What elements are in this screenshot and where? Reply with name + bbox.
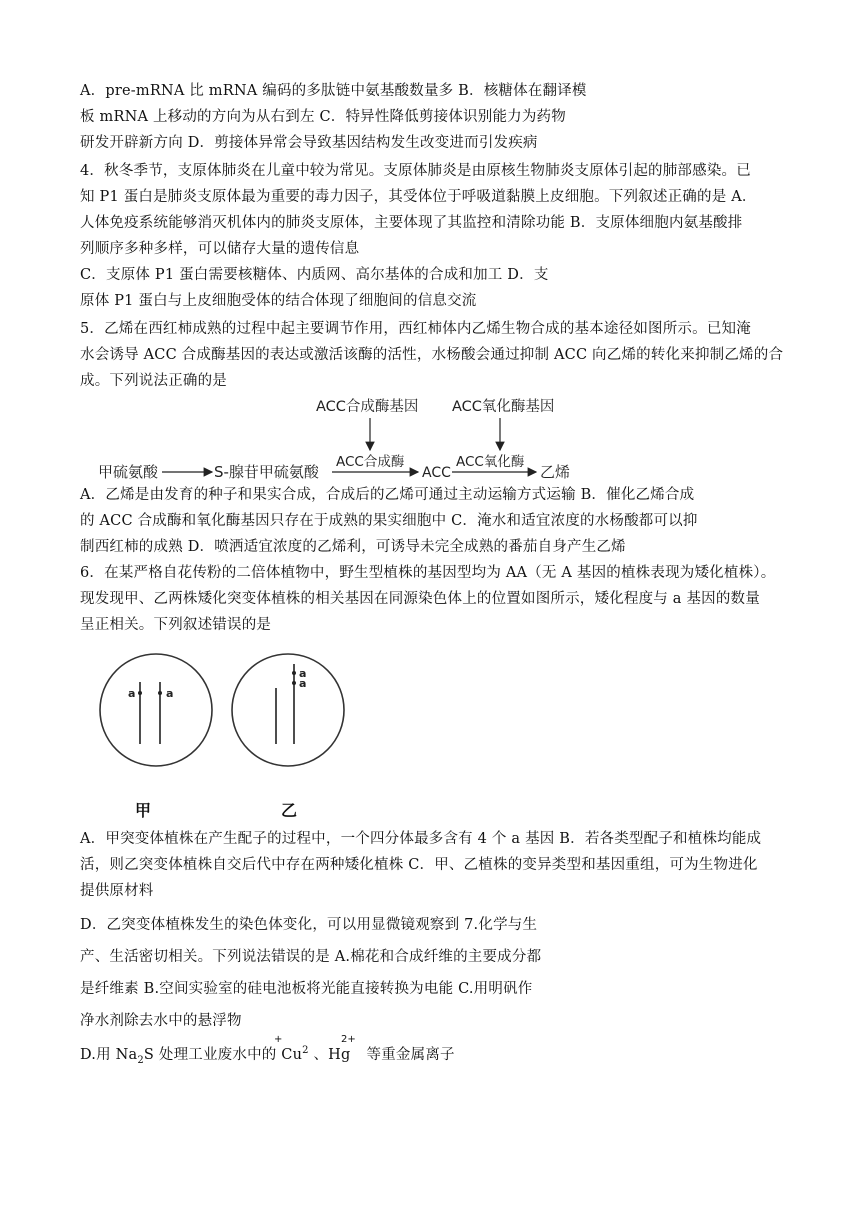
jia-gene-dot-left [138,691,142,695]
q5-option-line-3: 制西红柿的成熟 D．喷洒适宜浓度的乙烯利，可诱导未完全成熟的番茄自身产生乙烯 [80,539,626,555]
q5-line-3: 成。下列说法正确的是 [80,373,227,389]
q5-line-1: 5．乙烯在西红柿成熟的过程中起主要调节作用，西红柿体内乙烯生物合成的基本途径如图所示。已知淹 [80,321,751,337]
q4-line-6: 原体 P1 蛋白与上皮细胞受体的结合体现了细胞间的信息交流 [80,293,477,309]
yi-gene-label-1: a [299,667,307,680]
chromosome-figure [90,652,350,788]
q7-d-cu-charge-num: 2 [302,1045,309,1056]
q4-line-3: 人体免疫系统能够消灭机体内的肺炎支原体，主要体现了其监控和清除功能 B．支原体细胞内氨基酸排 [80,215,743,231]
q7-d-suffix: 等重金属离子 [366,1047,455,1063]
q7-cu-charge-sign: + [274,1034,283,1045]
yi-gene-dot-2 [292,681,296,685]
yi-gene-dot-1 [292,671,296,675]
q3-line-3: 研发开辟新方向 D．剪接体异常会导致基因结构发生改变进而引发疾病 [80,135,538,151]
q5-line-2: 水会诱导 ACC 合成酶基因的表达或激活该酶的活性，水杨酸会通过抑制 ACC 向乙烯的转化来抑制乙烯的合 [80,347,784,363]
ethylene-label: 乙烯 [540,463,571,481]
q3-line-2: 板 mRNA 上移动的方向为从右到左 C．特异性降低剪接体识别能力为药物 [80,109,566,125]
q4-line-2: 知 P1 蛋白是肺炎支原体最为重要的毒力因子，其受体位于呼吸道黏膜上皮细胞。下列叙述正确的是 A． [80,189,757,205]
q6-line-2: 现发现甲、乙两株矮化突变体植株的相关基因在同源染色体上的位置如图所示，矮化程度与 a 基因的数量 [80,591,760,607]
q4-line-5: C．支原体 P1 蛋白需要核糖体、内质网、高尔基体的合成和加工 D．支 [80,267,549,283]
cell-label-yi: 乙 [281,801,298,820]
acc-oxidase-label: ACC氧化酶 [456,454,525,470]
q6-option-line-1: A．甲突变体植株在产生配子的过程中，一个四分体最多含有 4 个 a 基因 B．若各类型配子和植株均能成 [80,831,762,847]
cell-yi [232,654,344,766]
cell-jia [100,654,212,766]
q6-option-line-3: 提供原材料 [80,883,154,899]
q5-option-line-1: A．乙烯是由发育的种子和果实合成，合成后的乙烯可通过主动运输方式运输 B．催化乙烯合成 [80,487,695,503]
q7-hg-charge: 2+ [341,1034,356,1045]
ethylene-pathway-diagram [90,392,610,488]
q7-option-d [80,1044,455,1068]
jia-gene-dot-right [158,691,162,695]
q6-line-3: 呈正相关。下列叙述错误的是 [80,617,272,633]
acc-oxidase-gene-label: ACC氧化酶基因 [452,399,555,415]
q6-option-line-4: D．乙突变体植株发生的染色体变化，可以用显微镜观察到 7.化学与生 [80,917,538,933]
q7-d-subscript: 2 [137,1055,144,1066]
yi-gene-label-2: a [299,677,307,690]
q7-d-sep: 、Hg [308,1047,351,1063]
q7-line-1: 产、生活密切相关。下列说法错误的是 A.棉花和合成纤维的主要成分都 [80,949,542,965]
q6-option-line-2: 活，则乙突变体植株自交后代中存在两种矮化植株 C．甲、乙植株的变异类型和基因重组，可为生物进化 [80,857,758,873]
q6-line-1: 6．在某严格自花传粉的二倍体植物中，野生型植株的基因型均为 AA（无 A 基因的植株表现为矮化植株）。 [80,565,776,581]
q3-line-1: A．pre-mRNA 比 mRNA 编码的多肽链中氨基酸数量多 B．核糖体在翻译模 [80,83,587,99]
q7-d-prefix: D.用 Na [80,1047,138,1063]
q5-option-line-2: 的 ACC 合成酶和氧化酶基因只存在于成熟的果实细胞中 C．淹水和适宜浓度的水杨酸都可以抑 [80,513,698,529]
sam-label: S-腺苷甲硫氨酸 [214,463,319,481]
cell-label-jia: 甲 [135,801,152,820]
q7-line-3: 净水剂除去水中的悬浮物 [80,1013,242,1029]
q7-d-mid: S 处理工业废水中的 Cu [143,1047,303,1063]
jia-gene-label-left: a [128,687,136,700]
q4-line-4: 列顺序多种多样，可以储存大量的遗传信息 [80,241,360,257]
acc-label: ACC [422,465,451,481]
acc-synthase-gene-label: ACC合成酶基因 [316,399,419,415]
q7-line-2: 是纤维素 B.空间实验室的硅电池板将光能直接转换为电能 C.用明矾作 [80,981,533,997]
jia-gene-label-right: a [166,687,174,700]
q4-line-1: 4．秋冬季节，支原体肺炎在儿童中较为常见。支原体肺炎是由原核生物肺炎支原体引起的肺部感染。已 [80,163,751,179]
methionine-label: 甲硫氨酸 [98,463,159,481]
acc-synthase-label: ACC合成酶 [336,454,405,470]
